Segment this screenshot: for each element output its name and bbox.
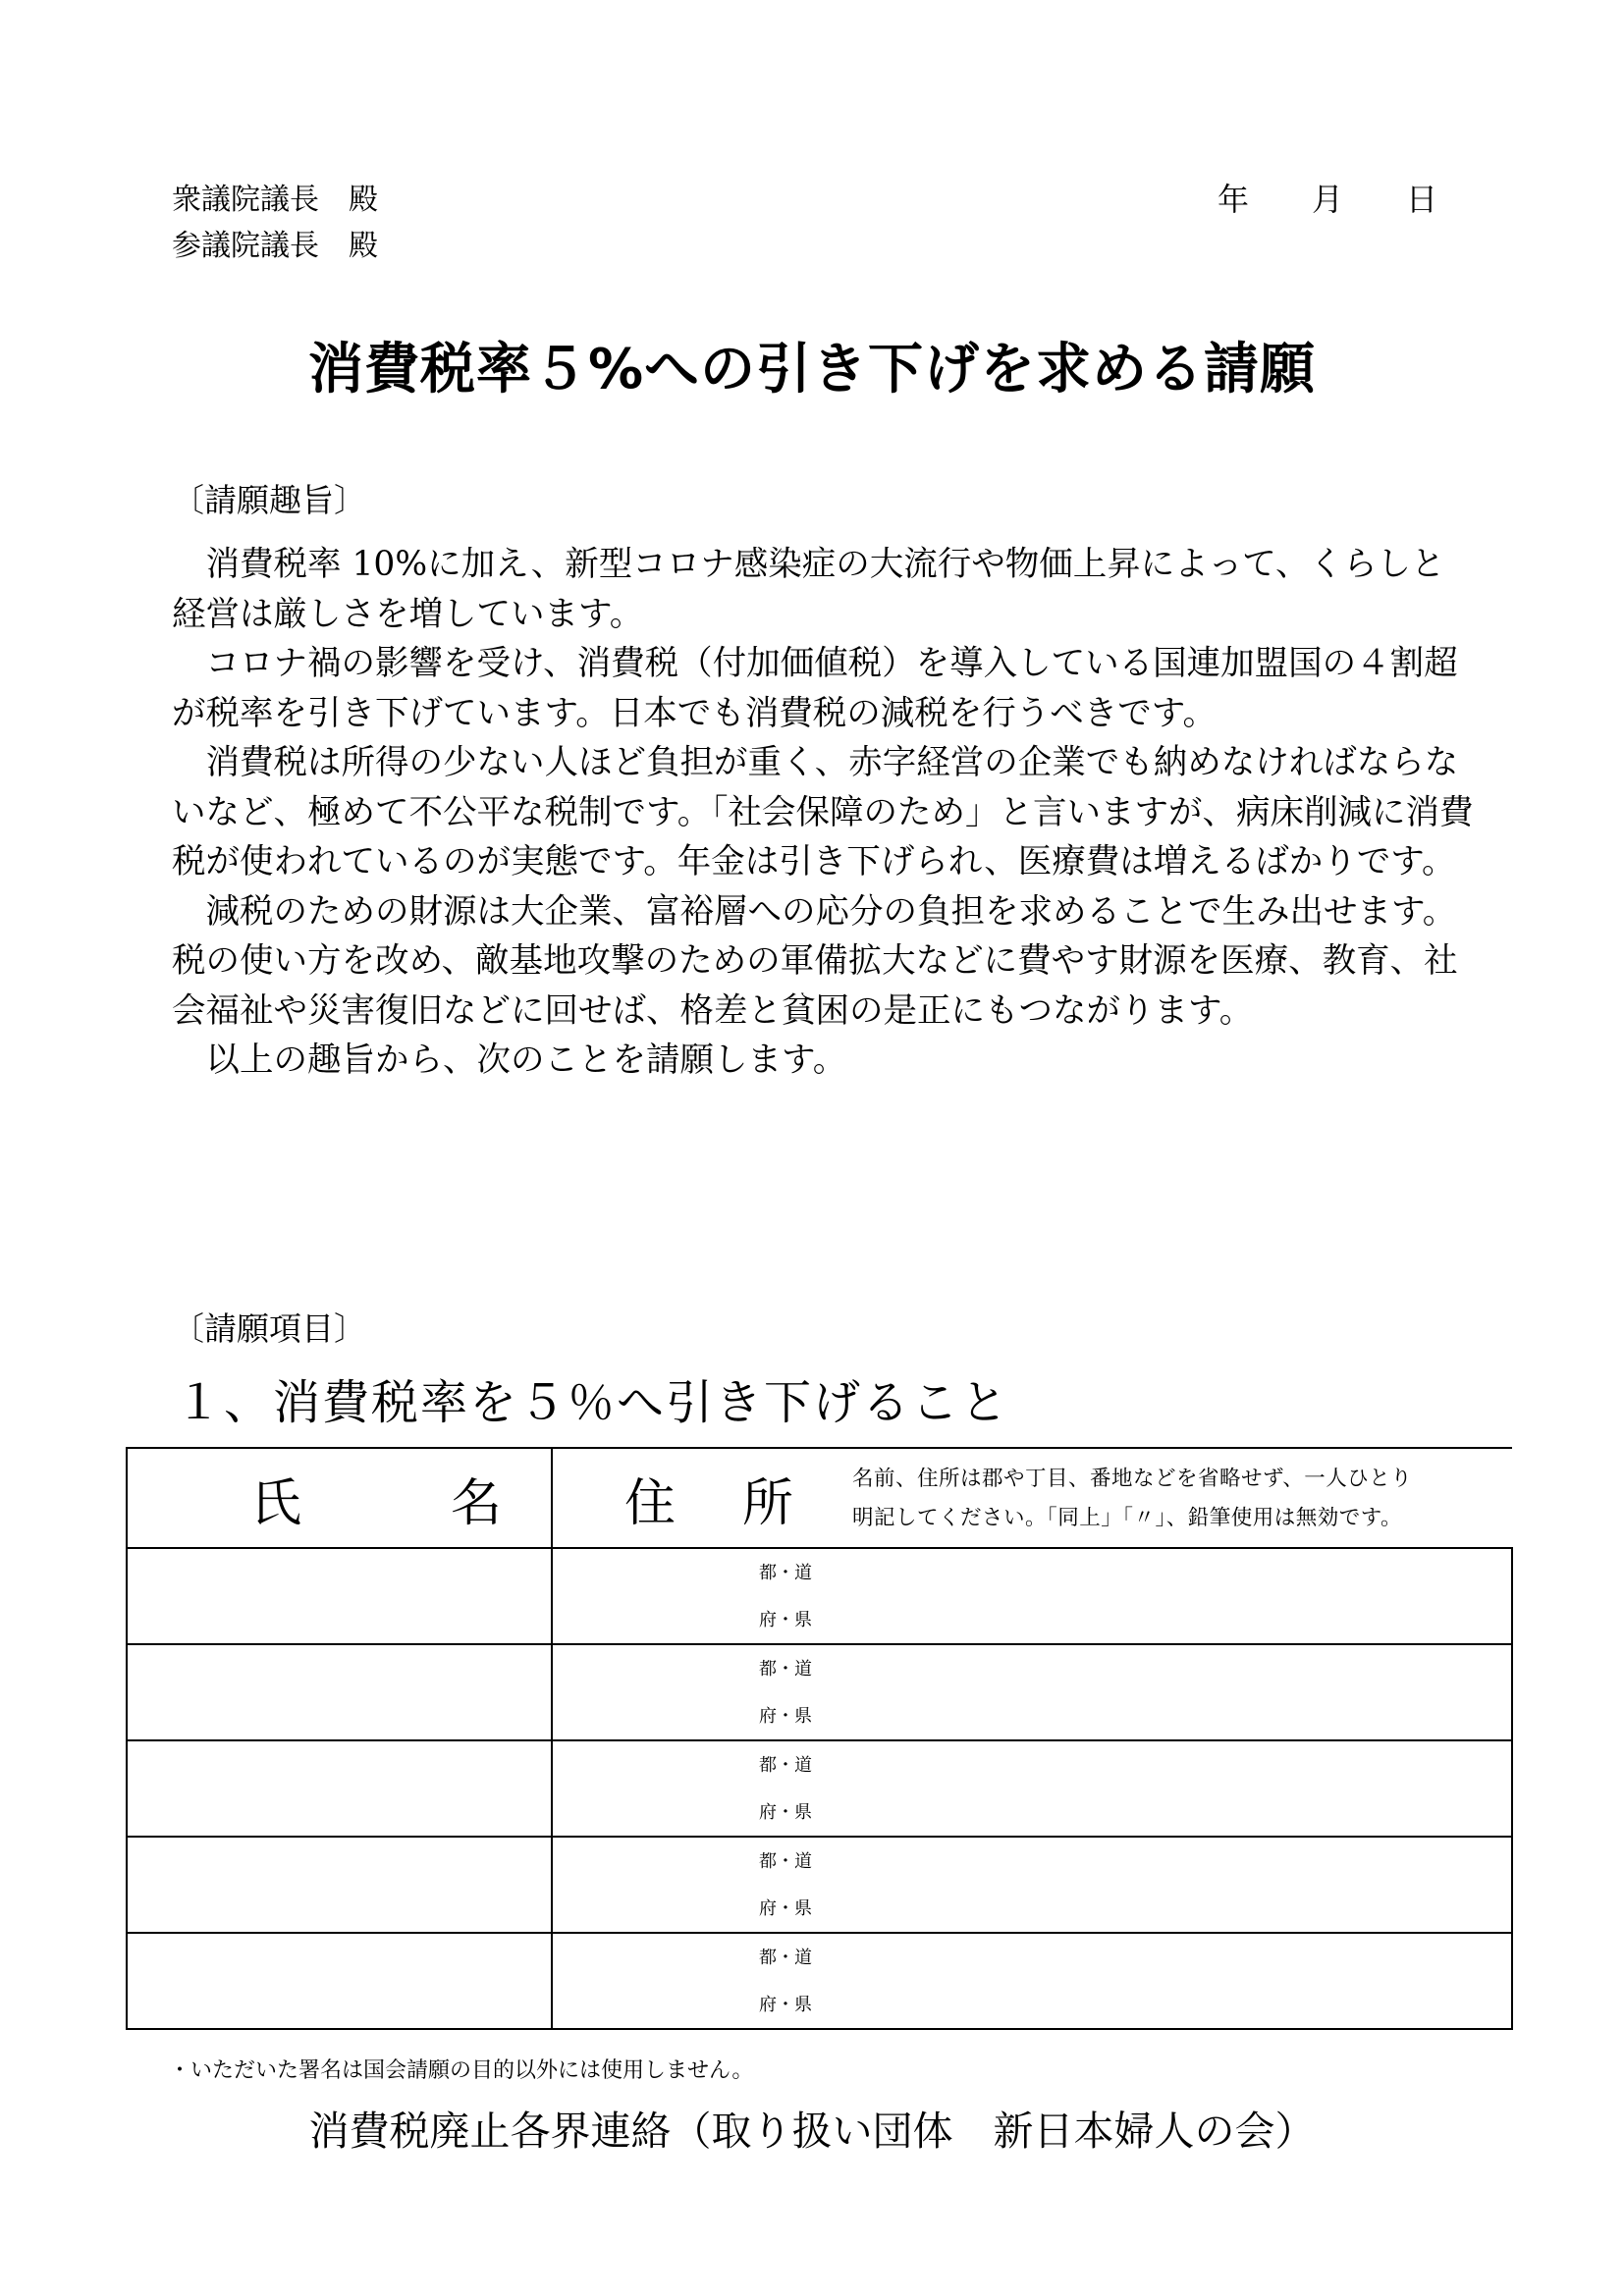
prefecture-label-top: 都・道 bbox=[759, 1755, 812, 1776]
instruction-note-line: 名前、住所は郡や丁目、番地などを省略せず、一人ひとり bbox=[852, 1467, 1413, 1491]
instruction-note bbox=[852, 1458, 1412, 1538]
prefecture-label-top: 都・道 bbox=[759, 1851, 812, 1872]
address-header-char: 住 bbox=[624, 1473, 677, 1533]
address-field[interactable] bbox=[552, 1837, 1512, 1933]
address-header-char: 所 bbox=[741, 1473, 793, 1533]
instruction-note-line: 明記してください。「同上」「〃」、鉛筆使用は無効です。 bbox=[852, 1506, 1403, 1530]
prefecture-label-bottom: 府・県 bbox=[759, 1706, 812, 1727]
petition-item-1: １、消費税率を５％へ引き下げること bbox=[175, 1375, 1010, 1430]
purpose-paragraph: 以上の趣旨から、次のことを請願します。 bbox=[205, 1041, 847, 1080]
signature-row bbox=[127, 1548, 1512, 1644]
date-line: 年 月 日 bbox=[1218, 181, 1438, 218]
prefecture-label-bottom: 府・県 bbox=[759, 1610, 812, 1630]
signature-table-header bbox=[127, 1448, 1512, 1548]
address-field[interactable] bbox=[552, 1548, 1512, 1644]
purpose-paragraph: 減税のための財源は大企業、富裕層への応分の負担を求めることで生み出せます。税の使い方を改め、敵基地攻撃のための軍備拡大などに費やす財源を医療、教育、社会福祉や災害復旧などに回せば、格差と貧困の是正にもつながります。 bbox=[172, 891, 1458, 1031]
prefecture-label-top: 都・道 bbox=[759, 1948, 812, 1968]
name-column-header bbox=[127, 1448, 552, 1548]
signature-row bbox=[127, 1740, 1512, 1837]
address-field[interactable] bbox=[552, 1933, 1512, 2029]
organization-footer: 消費税廃止各界連絡（取り扱い団体 新日本婦人の会） bbox=[308, 2108, 1316, 2155]
purpose-paragraph: コロナ禍の影響を受け、消費税（付加価値税）を導入している国連加盟国の４割超が税率を引き下げています。日本でも消費税の減税を行うべきです。 bbox=[172, 644, 1458, 733]
signature-table bbox=[126, 1447, 1513, 2030]
addressee-lower-house: 衆議院議長 殿 bbox=[172, 183, 378, 217]
name-field[interactable] bbox=[127, 1933, 552, 2029]
name-header-char: 氏 bbox=[250, 1473, 302, 1533]
name-field[interactable] bbox=[127, 1548, 552, 1644]
prefecture-label-top: 都・道 bbox=[759, 1563, 812, 1583]
name-header-char: 名 bbox=[450, 1473, 502, 1533]
purpose-heading: 〔請願趣旨〕 bbox=[172, 481, 366, 519]
name-field[interactable] bbox=[127, 1740, 552, 1837]
signature-row bbox=[127, 1837, 1512, 1933]
items-heading: 〔請願項目〕 bbox=[172, 1309, 366, 1348]
signature-row bbox=[127, 1644, 1512, 1740]
page-title: 消費税率５%への引き下げを求める請願 bbox=[307, 338, 1317, 401]
prefecture-label-bottom: 府・県 bbox=[759, 1995, 812, 2015]
addressee-block bbox=[172, 177, 378, 269]
addressee-upper-house: 参議院議長 殿 bbox=[172, 229, 378, 263]
prefecture-label-top: 都・道 bbox=[759, 1659, 812, 1680]
name-field[interactable] bbox=[127, 1837, 552, 1933]
prefecture-label-bottom: 府・県 bbox=[759, 1898, 812, 1919]
privacy-footnote: ・いただいた署名は国会請願の目的以外には使用しません。 bbox=[169, 2058, 754, 2083]
purpose-paragraph: 消費税率 10%に加え、新型コロナ感染症の大流行や物価上昇によって、くらしと経営は厳しさを増しています。 bbox=[172, 545, 1445, 634]
name-field[interactable] bbox=[127, 1644, 552, 1740]
prefecture-label-bottom: 府・県 bbox=[759, 1802, 812, 1823]
address-field[interactable] bbox=[552, 1740, 1512, 1837]
signature-row bbox=[127, 1933, 1512, 2029]
purpose-body bbox=[172, 540, 1478, 1086]
purpose-paragraph: 消費税は所得の少ない人ほど負担が重く、赤字経営の企業でも納めなければならないなど、極めて不公平な税制です。「社会保障のため」と言いますが、病床削減に消費税が使われているのが実態です。年金は引き下げられ、医療費は増えるばかりです。 bbox=[172, 743, 1474, 881]
address-field[interactable] bbox=[552, 1644, 1512, 1740]
address-column-header bbox=[552, 1448, 1512, 1548]
